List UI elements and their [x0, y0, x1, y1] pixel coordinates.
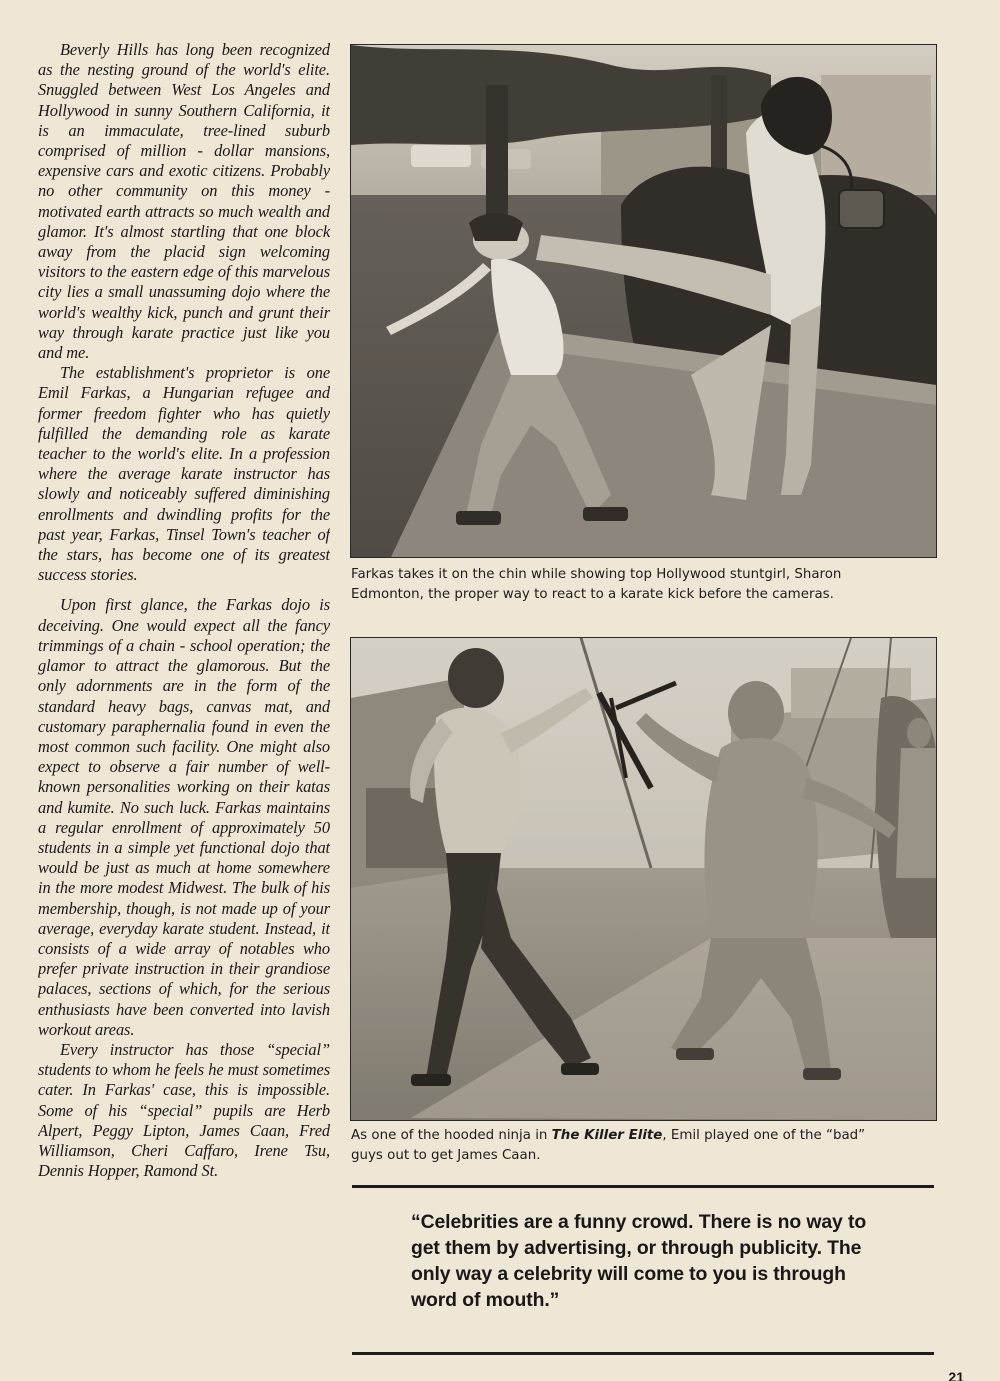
photo-caption-bottom	[351, 1126, 891, 1166]
photo-caption-bottom-tail: , Emil played one of the “bad” guys out to get James Caan.	[351, 1128, 866, 1163]
photo-caption-top: Farkas takes it on the chin while showing top Hollywood stuntgirl, Sharon Edmonton, the proper way to react to a karate kick before the cameras.	[351, 567, 842, 602]
photo-ninja-fight-image	[351, 638, 936, 1120]
photo-caption-bottom-lead: As one of the hooded ninja in	[351, 1128, 552, 1143]
article-body	[38, 40, 330, 1370]
pull-quote-rule-top	[352, 1185, 934, 1188]
photo-karate-kick-image	[351, 45, 936, 557]
article-paragraph: The establishment's proprietor is one Emil Farkas, a Hungarian refugee and former freedom fighter who has quietly fulfilled the demanding role as karate teacher to the world's elite. In a profession where the average karate instructor has slowly and noticeably suffered diminishing enrollments and dwindling profits for the past year, Farkas, Tinsel Town's teacher of the stars, has become one of its greatest success stories.	[38, 363, 330, 585]
article-paragraph: Beverly Hills has long been recognized as the nesting ground of the world's elite. Snuggled between West Los Angeles and Hollywood in sunny Southern California, it is an immaculate, tree-lined suburb comprised of million - dollar mansions, expensive cars and exotic citizens. Probably no other community on this money - motivated earth attracts so much wealth and glamor. It's almost startling that one block away from the placid sign welcoming visitors to the eastern edge of this marvelous city lies a small unassuming dojo where the world's wealthy kick, punch and grunt their way through karate practice just like you and me.	[38, 40, 330, 363]
pull-quote: “Celebrities are a funny crowd. There is no way to get them by advertising, or through publicity. The only way a celebrity will come to you is through word of mouth.”	[411, 1211, 867, 1311]
film-title: The Killer Elite	[551, 1128, 663, 1143]
page-number: 21	[948, 1370, 964, 1381]
pull-quote-rule-bottom	[352, 1352, 934, 1355]
photo-ninja-fight	[350, 637, 937, 1121]
article-paragraph: Every instructor has those “special” students to whom he feels he must sometimes cater. In Farkas' case, this is impossible. Some of his “special” pupils are Herb Alpert, Peggy Lipton, James Caan, Fred Williamson, Cheri Caffaro, Irene Tsu, Dennis Hopper, Ramond St.	[38, 1039, 330, 1181]
photo-karate-kick	[350, 44, 937, 558]
article-paragraph: Upon first glance, the Farkas dojo is deceiving. One would expect all the fancy trimmings of a chain - school operation; the glamor to attract the glamorous. But the only adornments are in the form of the standard heavy bags, canvas mat, and customary paraphernalia found in even the most common such facility. One might also expect to observe a fair number of well-known personalities working on their katas and kumite. No such luck. Farkas maintains a regular enrollment of approximately 50 students in a simple yet functional dojo that would be just as much at home somewhere in the more modest Midwest. The bulk of his membership, though, is not made up of your average, everyday karate student. Instead, it consists of a wide array of notables who prefer private instruction in their grandiose palaces, sections of which, for the serious enthusiasts have been converted into lavish workout areas.	[38, 595, 330, 1039]
